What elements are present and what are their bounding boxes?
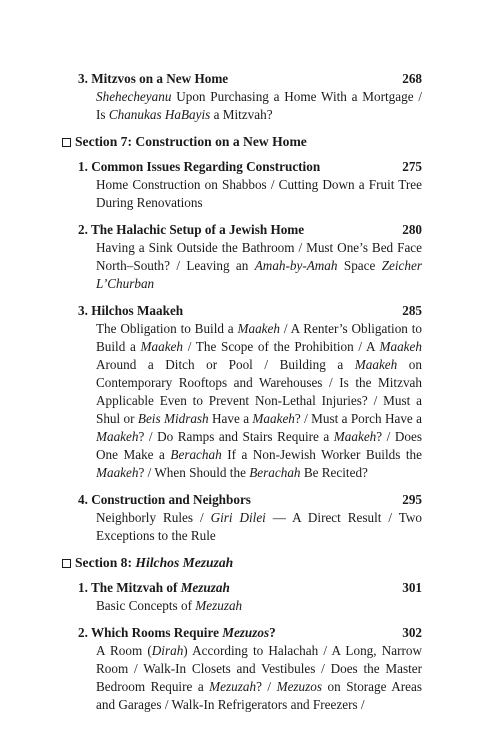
entry-heading [78, 70, 422, 88]
entry-heading [78, 221, 422, 239]
toc-entry [78, 491, 422, 545]
checkbox-square-icon [62, 138, 71, 147]
entry-heading [78, 579, 422, 597]
toc-entry [78, 70, 422, 124]
entry-description: Home Construction on Shabbos / Cutting Down a Fruit Tree During Renovations [96, 177, 422, 210]
toc-entry [78, 221, 422, 293]
entry-description: Shehecheyanu Upon Purchasing a Home With a Mortgage / Is Chanukas HaBayis a Mitzvah? [96, 89, 422, 122]
section-heading [62, 133, 422, 151]
entry-title: 2. The Halachic Setup of a Jewish Home [78, 222, 305, 237]
entry-description: Basic Concepts of Mezuzah [96, 598, 243, 613]
entry-description: Neighborly Rules / Giri Dilei — A Direct Result / Two Exceptions to the Rule [96, 510, 422, 543]
page-number: 302 [402, 625, 422, 640]
entry-heading [78, 491, 422, 509]
entry-heading [78, 158, 422, 176]
entry-title: 4. Construction and Neighbors [78, 492, 251, 507]
page-number: 295 [402, 492, 422, 507]
entry-description: The Obligation to Build a Maakeh / A Renter’s Obligation to Build a Maakeh / The Scope of the Prohibition / A Maakeh Around a Ditch or Pool / Building a Maakeh on Contemporary Rooftops and Warehouses / Is the Mitzvah Applicable Even to Prevent Non-Lethal Injuries? / Must a Shul or Beis Midrash Have a Maakeh? / Must a Porch Have a Maakeh? / Do Ramps and Stairs Require a Maakeh? / Does One Make a Berachah If a Non-Jewish Worker Builds the Maakeh? / When Should the Berachah Be Recited? [96, 321, 422, 480]
entry-title: 2. Which Rooms Require Mezuzos? [78, 625, 276, 640]
entry-heading [78, 302, 422, 320]
entry-title: 1. The Mitzvah of Mezuzah [78, 580, 230, 595]
toc-entry [78, 624, 422, 714]
entry-title: 3. Hilchos Maakeh [78, 303, 184, 318]
entry-description: A Room (Dirah) According to Halachah / A Long, Narrow Room / Walk-In Closets and Vestibules / Does the Master Bedroom Require a Mezuzah? / Mezuzos on Storage Areas and Garages / Walk-In Refrigerators and Freezers / [96, 643, 422, 712]
toc-entry [78, 302, 422, 482]
page-number: 301 [402, 580, 422, 595]
toc-entry [78, 579, 422, 615]
section-title: Section 7: Construction on a New Home [75, 134, 307, 149]
section-heading [62, 554, 422, 572]
page-number: 275 [402, 159, 422, 174]
entry-title: 3. Mitzvos on a New Home [78, 71, 229, 86]
page-number: 280 [402, 222, 422, 237]
checkbox-square-icon [62, 559, 71, 568]
entry-heading [78, 624, 422, 642]
section-title: Section 8: Hilchos Mezuzah [75, 555, 234, 570]
page-number: 268 [402, 71, 422, 86]
toc-entry [78, 158, 422, 212]
entry-description: Having a Sink Outside the Bathroom / Must One’s Bed Face North–South? / Leaving an Amah-by-Amah Space Zeicher L’Churban [96, 240, 422, 291]
entry-title: 1. Common Issues Regarding Construction [78, 159, 321, 174]
page-number: 285 [402, 303, 422, 318]
table-of-contents [62, 70, 422, 723]
